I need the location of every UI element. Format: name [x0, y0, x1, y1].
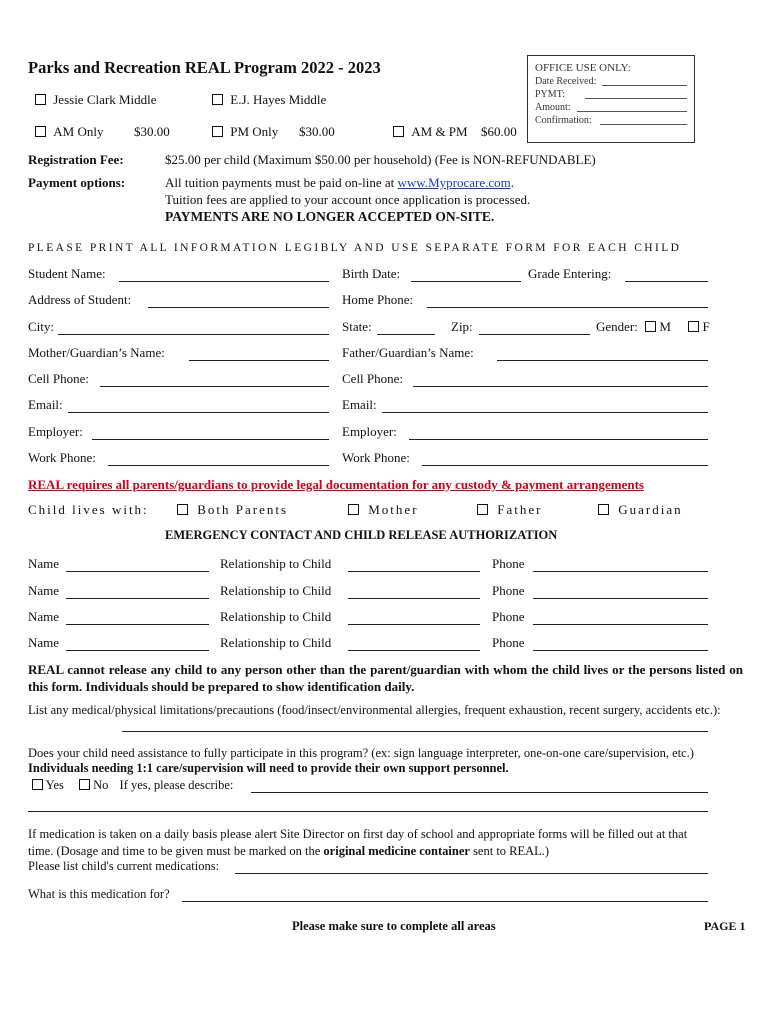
both-parents-label: Both Parents [197, 502, 289, 517]
emergency-phone-label-2: Phone [492, 583, 525, 598]
medication-list-label: Please list child's current medications: [28, 859, 220, 873]
father-cell-label: Cell Phone: [342, 371, 404, 386]
father-label: Father [497, 502, 543, 517]
medication-for-label: What is this medication for? [28, 887, 170, 901]
office-use-box [527, 55, 695, 143]
page-number: PAGE 1 [704, 919, 746, 933]
emergency-name-label-1: Name [28, 556, 60, 571]
assistance-no-checkbox[interactable] [79, 779, 90, 790]
assistance-describe-field-2[interactable] [28, 811, 708, 812]
emergency-phone-field-3[interactable] [533, 624, 708, 625]
father-cell-field[interactable] [413, 386, 708, 387]
pymt-label: PYMT: [535, 89, 566, 100]
address-field[interactable] [148, 307, 329, 308]
mother-label: Mother [368, 502, 419, 517]
birth-date-field[interactable] [411, 281, 521, 282]
father-checkbox[interactable] [477, 504, 488, 515]
payment-line3: PAYMENTS ARE NO LONGER ACCEPTED ON-SITE. [165, 209, 495, 224]
am-pm-label: AM & PM [411, 124, 468, 139]
date-received-line[interactable] [602, 85, 687, 86]
gender-f-checkbox[interactable] [688, 321, 699, 332]
father-work-phone-field[interactable] [422, 465, 708, 466]
emergency-name-field-2[interactable] [66, 598, 209, 599]
pm-only-label: PM Only [230, 124, 279, 139]
footer-complete-note: Please make sure to complete all areas [292, 919, 496, 933]
office-heading: OFFICE USE ONLY: [535, 62, 631, 74]
emergency-name-label-2: Name [28, 583, 60, 598]
am-pm-checkbox[interactable] [393, 126, 404, 137]
father-employer-label: Employer: [342, 424, 397, 439]
zip-label: Zip: [451, 319, 473, 334]
limitations-label: List any medical/physical limitations/precautions (food/insect/environmental allergies, frequent exhaustion, recent surgery, accidents etc.): [28, 703, 721, 717]
amount-label: Amount: [535, 102, 571, 113]
emergency-name-label-3: Name [28, 609, 60, 624]
release-notice: REAL cannot release any child to any person other than the parent/guardian with whom the child lives or the persons listed on this form. Individuals should be prepared to show identification daily. [28, 662, 743, 694]
emergency-name-label-4: Name [28, 635, 60, 650]
confirmation-line[interactable] [600, 124, 687, 125]
mother-email-field[interactable] [68, 412, 329, 413]
assistance-yes-label: Yes [45, 778, 64, 792]
emergency-relationship-label-4: Relationship to Child [220, 635, 332, 650]
medication-line2: time. (Dosage and time to be given must be marked on the [28, 844, 324, 858]
medication-line1: If medication is taken on a daily basis please alert Site Director on first day of school and appropriate forms will be filled out at that [28, 827, 688, 841]
am-pm-price: $60.00 [481, 124, 517, 139]
mother-work-phone-label: Work Phone: [28, 450, 96, 465]
state-field[interactable] [377, 334, 435, 335]
father-email-label: Email: [342, 397, 377, 412]
mother-employer-label: Employer: [28, 424, 83, 439]
gender-m-label: M [659, 319, 671, 334]
medication-line2-end: sent to REAL.) [469, 844, 550, 858]
city-field[interactable] [58, 334, 329, 335]
emergency-phone-field-2[interactable] [533, 598, 708, 599]
assistance-question: Does your child need assistance to fully participate in this program? (ex: sign language interpreter, one-on-one care/supervision, etc.) [28, 746, 694, 760]
father-name-field[interactable] [497, 360, 708, 361]
custody-notice: REAL requires all parents/guardians to provide legal documentation for any custody & payment arrangements [28, 477, 644, 492]
home-phone-label: Home Phone: [342, 292, 414, 307]
registration-fee-text: $25.00 per child (Maximum $50.00 per household) (Fee is NON-REFUNDABLE) [165, 152, 596, 167]
mother-work-phone-field[interactable] [108, 465, 329, 466]
assistance-no-label: No [93, 778, 109, 792]
registration-fee-label: Registration Fee: [28, 152, 124, 167]
emergency-relationship-label-2: Relationship to Child [220, 583, 332, 598]
pm-only-price: $30.00 [299, 124, 335, 139]
mother-cell-label: Cell Phone: [28, 371, 90, 386]
emergency-phone-field-1[interactable] [533, 571, 708, 572]
pymt-line[interactable] [585, 98, 687, 99]
mother-cell-field[interactable] [100, 386, 329, 387]
home-phone-field[interactable] [427, 307, 708, 308]
guardian-label: Guardian [618, 502, 683, 517]
page-title: Parks and Recreation REAL Program 2022 - 2023 [28, 58, 381, 77]
confirmation-label: Confirmation: [535, 115, 592, 126]
mother-checkbox[interactable] [348, 504, 359, 515]
father-email-field[interactable] [382, 412, 708, 413]
emergency-relationship-field-3[interactable] [348, 624, 480, 625]
hayes-label: E.J. Hayes Middle [230, 92, 327, 107]
state-label: State: [342, 319, 372, 334]
emergency-name-field-3[interactable] [66, 624, 209, 625]
hayes-checkbox[interactable] [212, 94, 223, 105]
emergency-relationship-label-1: Relationship to Child [220, 556, 332, 571]
mother-name-field[interactable] [189, 360, 329, 361]
grade-field[interactable] [625, 281, 708, 282]
student-name-field[interactable] [119, 281, 329, 282]
myprocare-link[interactable]: www.Myprocare.com [397, 175, 511, 190]
pm-only-checkbox[interactable] [212, 126, 223, 137]
payment-line1: All tuition payments must be paid on-line at [165, 175, 398, 190]
student-name-label: Student Name: [28, 266, 106, 281]
lives-with-label: Child lives with: [28, 502, 149, 517]
father-employer-field[interactable] [409, 439, 708, 440]
emergency-heading: EMERGENCY CONTACT AND CHILD RELEASE AUTHORIZATION [165, 528, 558, 542]
gender-f-label: F [702, 319, 710, 334]
jessie-clark-checkbox[interactable] [35, 94, 46, 105]
payment-line1-end: . [510, 175, 515, 190]
emergency-name-field-1[interactable] [66, 571, 209, 572]
emergency-phone-label-1: Phone [492, 556, 525, 571]
emergency-phone-field-4[interactable] [533, 650, 708, 651]
guardian-checkbox[interactable] [598, 504, 609, 515]
assistance-yes-checkbox[interactable] [32, 779, 43, 790]
both-parents-checkbox[interactable] [177, 504, 188, 515]
emergency-phone-label-4: Phone [492, 635, 525, 650]
emergency-name-field-4[interactable] [66, 650, 209, 651]
emergency-phone-label-3: Phone [492, 609, 525, 624]
address-label: Address of Student: [28, 292, 132, 307]
limitations-field[interactable] [122, 731, 708, 732]
assistance-notice: Individuals needing 1:1 care/supervision will need to provide their own support personnel. [28, 761, 509, 775]
emergency-relationship-field-2[interactable] [348, 598, 480, 599]
payment-options-label: Payment options: [28, 175, 126, 190]
am-only-checkbox[interactable] [35, 126, 46, 137]
mother-employer-field[interactable] [92, 439, 329, 440]
assistance-describe-field[interactable] [251, 792, 708, 793]
zip-field[interactable] [479, 334, 590, 335]
medication-line2-bold: original medicine container [323, 844, 470, 858]
birth-date-label: Birth Date: [342, 266, 401, 281]
jessie-clark-label: Jessie Clark Middle [53, 92, 157, 107]
mother-name-label: Mother/Guardian’s Name: [28, 345, 165, 360]
assistance-describe-label: If yes, please describe: [119, 778, 234, 792]
grade-label: Grade Entering: [528, 266, 612, 281]
father-name-label: Father/Guardian’s Name: [342, 345, 474, 360]
print-notice: PLEASE PRINT ALL INFORMATION LEGIBLY AND USE SEPARATE FORM FOR EACH CHILD [28, 242, 682, 254]
payment-line2: Tuition fees are applied to your account once application is processed. [165, 192, 531, 207]
am-only-price: $30.00 [134, 124, 170, 139]
medication-for-field[interactable] [182, 901, 708, 902]
date-received-label: Date Received: [535, 76, 597, 87]
father-work-phone-label: Work Phone: [342, 450, 410, 465]
city-label: City: [28, 319, 55, 334]
mother-email-label: Email: [28, 397, 63, 412]
am-only-label: AM Only [53, 124, 104, 139]
gender-label: Gender: [596, 319, 638, 334]
emergency-relationship-field-1[interactable] [348, 571, 480, 572]
emergency-relationship-field-4[interactable] [348, 650, 480, 651]
medication-list-field[interactable] [235, 873, 708, 874]
amount-line[interactable] [577, 111, 687, 112]
gender-m-checkbox[interactable] [645, 321, 656, 332]
emergency-relationship-label-3: Relationship to Child [220, 609, 332, 624]
